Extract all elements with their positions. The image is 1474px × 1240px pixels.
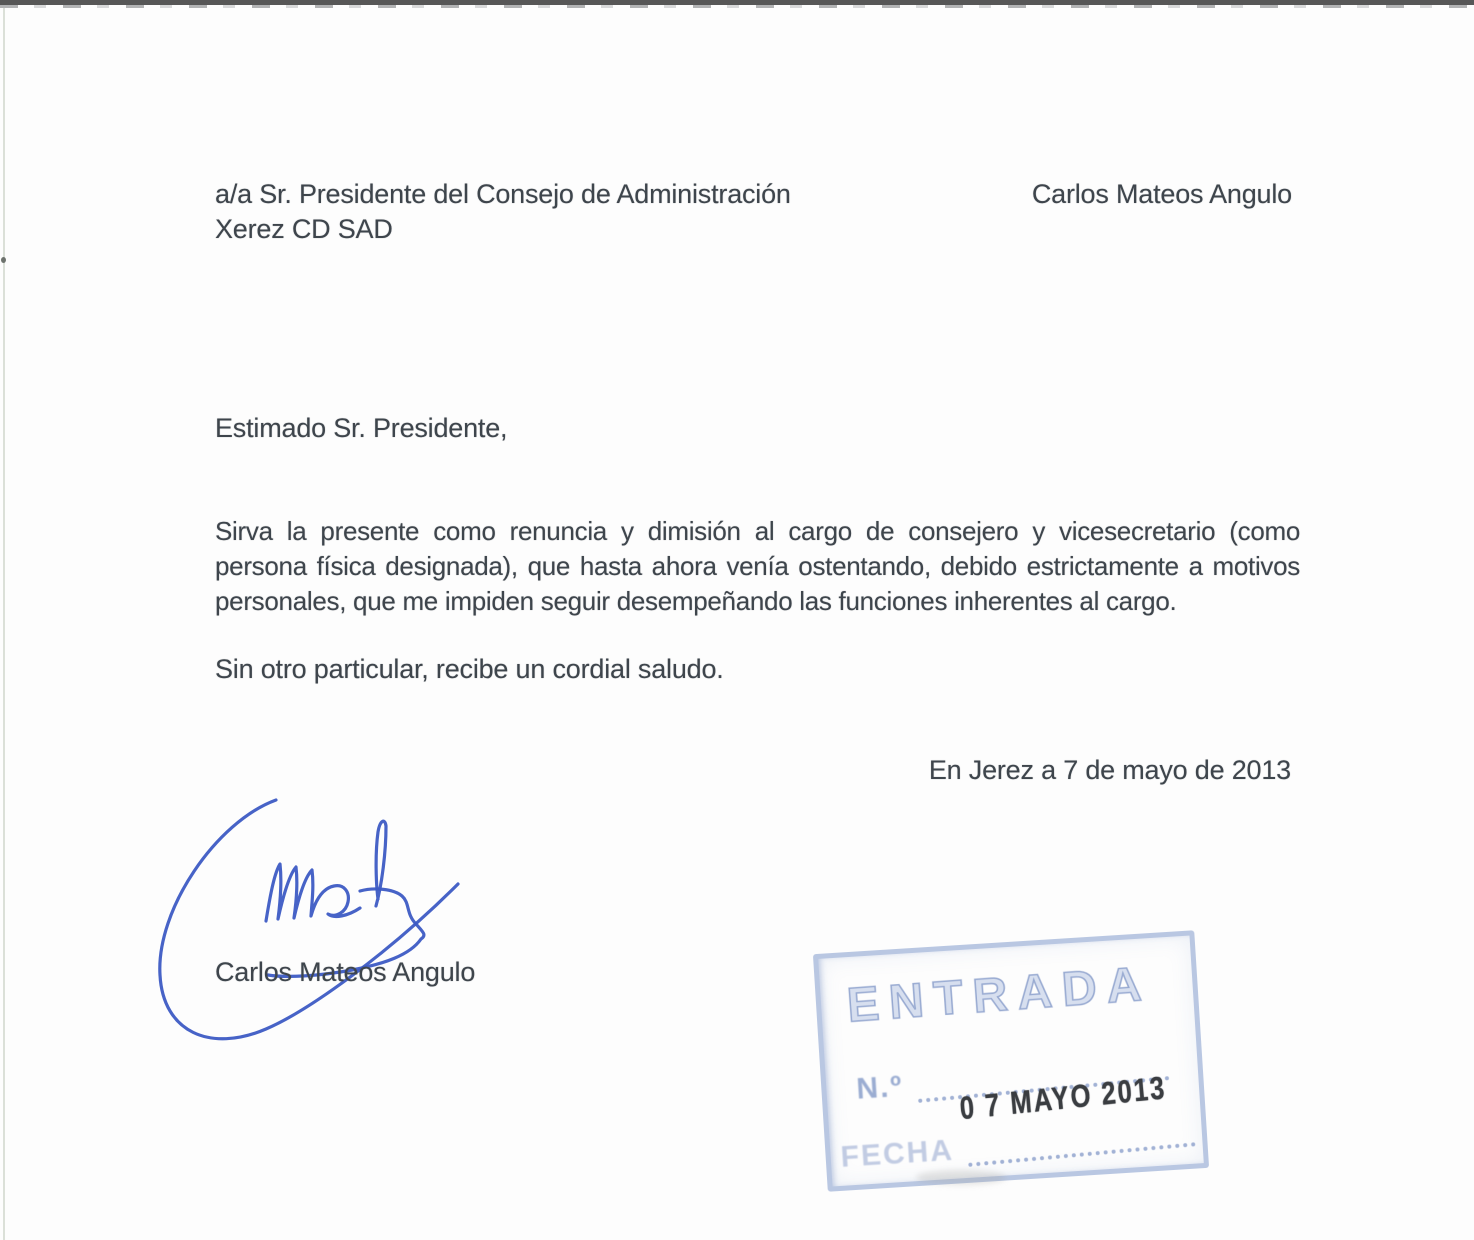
signature-stroke-spike bbox=[376, 821, 386, 906]
sender-name: Carlos Mateos Angulo bbox=[1031, 179, 1292, 209]
signer-printed-name: Carlos Mateos Angulo bbox=[215, 957, 476, 987]
stamp-date-value: 0 7 MAYO 2013 bbox=[958, 1069, 1168, 1127]
scan-artifact-top-dashes bbox=[0, 5, 1474, 8]
recipient-line-2: Xerez CD SAD bbox=[215, 214, 393, 244]
stamp-date-row bbox=[840, 1119, 1197, 1175]
stamp-date-label: FECHA bbox=[839, 1133, 955, 1174]
salutation: Estimado Sr. Presidente, bbox=[215, 413, 508, 443]
entrada-stamp bbox=[813, 930, 1209, 1192]
signature-scribble-icon bbox=[148, 792, 483, 1069]
signature-stroke-zigzag bbox=[266, 864, 360, 921]
scan-artifact-speck bbox=[1, 257, 6, 263]
recipient-block bbox=[215, 177, 791, 247]
scan-artifact-smudge bbox=[916, 1170, 1006, 1185]
recipient-line-1: a/a Sr. Presidente del Consejo de Administración bbox=[215, 179, 791, 209]
stamp-number-label: N.º bbox=[855, 1069, 905, 1106]
stamp-title: ENTRADA bbox=[845, 957, 1154, 1033]
scan-artifact-left-edge-line bbox=[3, 8, 5, 1240]
body-paragraph: Sirva la presente como renuncia y dimisión al cargo de consejero y vicesecretario (como persona física designada), que hasta ahora venía ostentando, debido estrictamente a motivos personales, que me impiden seguir desempeñando las funciones inherentes al cargo. bbox=[215, 516, 1300, 616]
closing-line: Sin otro particular, recibe un cordial saludo. bbox=[215, 654, 724, 684]
stamp-date-dotted-line bbox=[966, 1118, 1196, 1167]
place-date-line: En Jerez a 7 de mayo de 2013 bbox=[928, 755, 1291, 785]
